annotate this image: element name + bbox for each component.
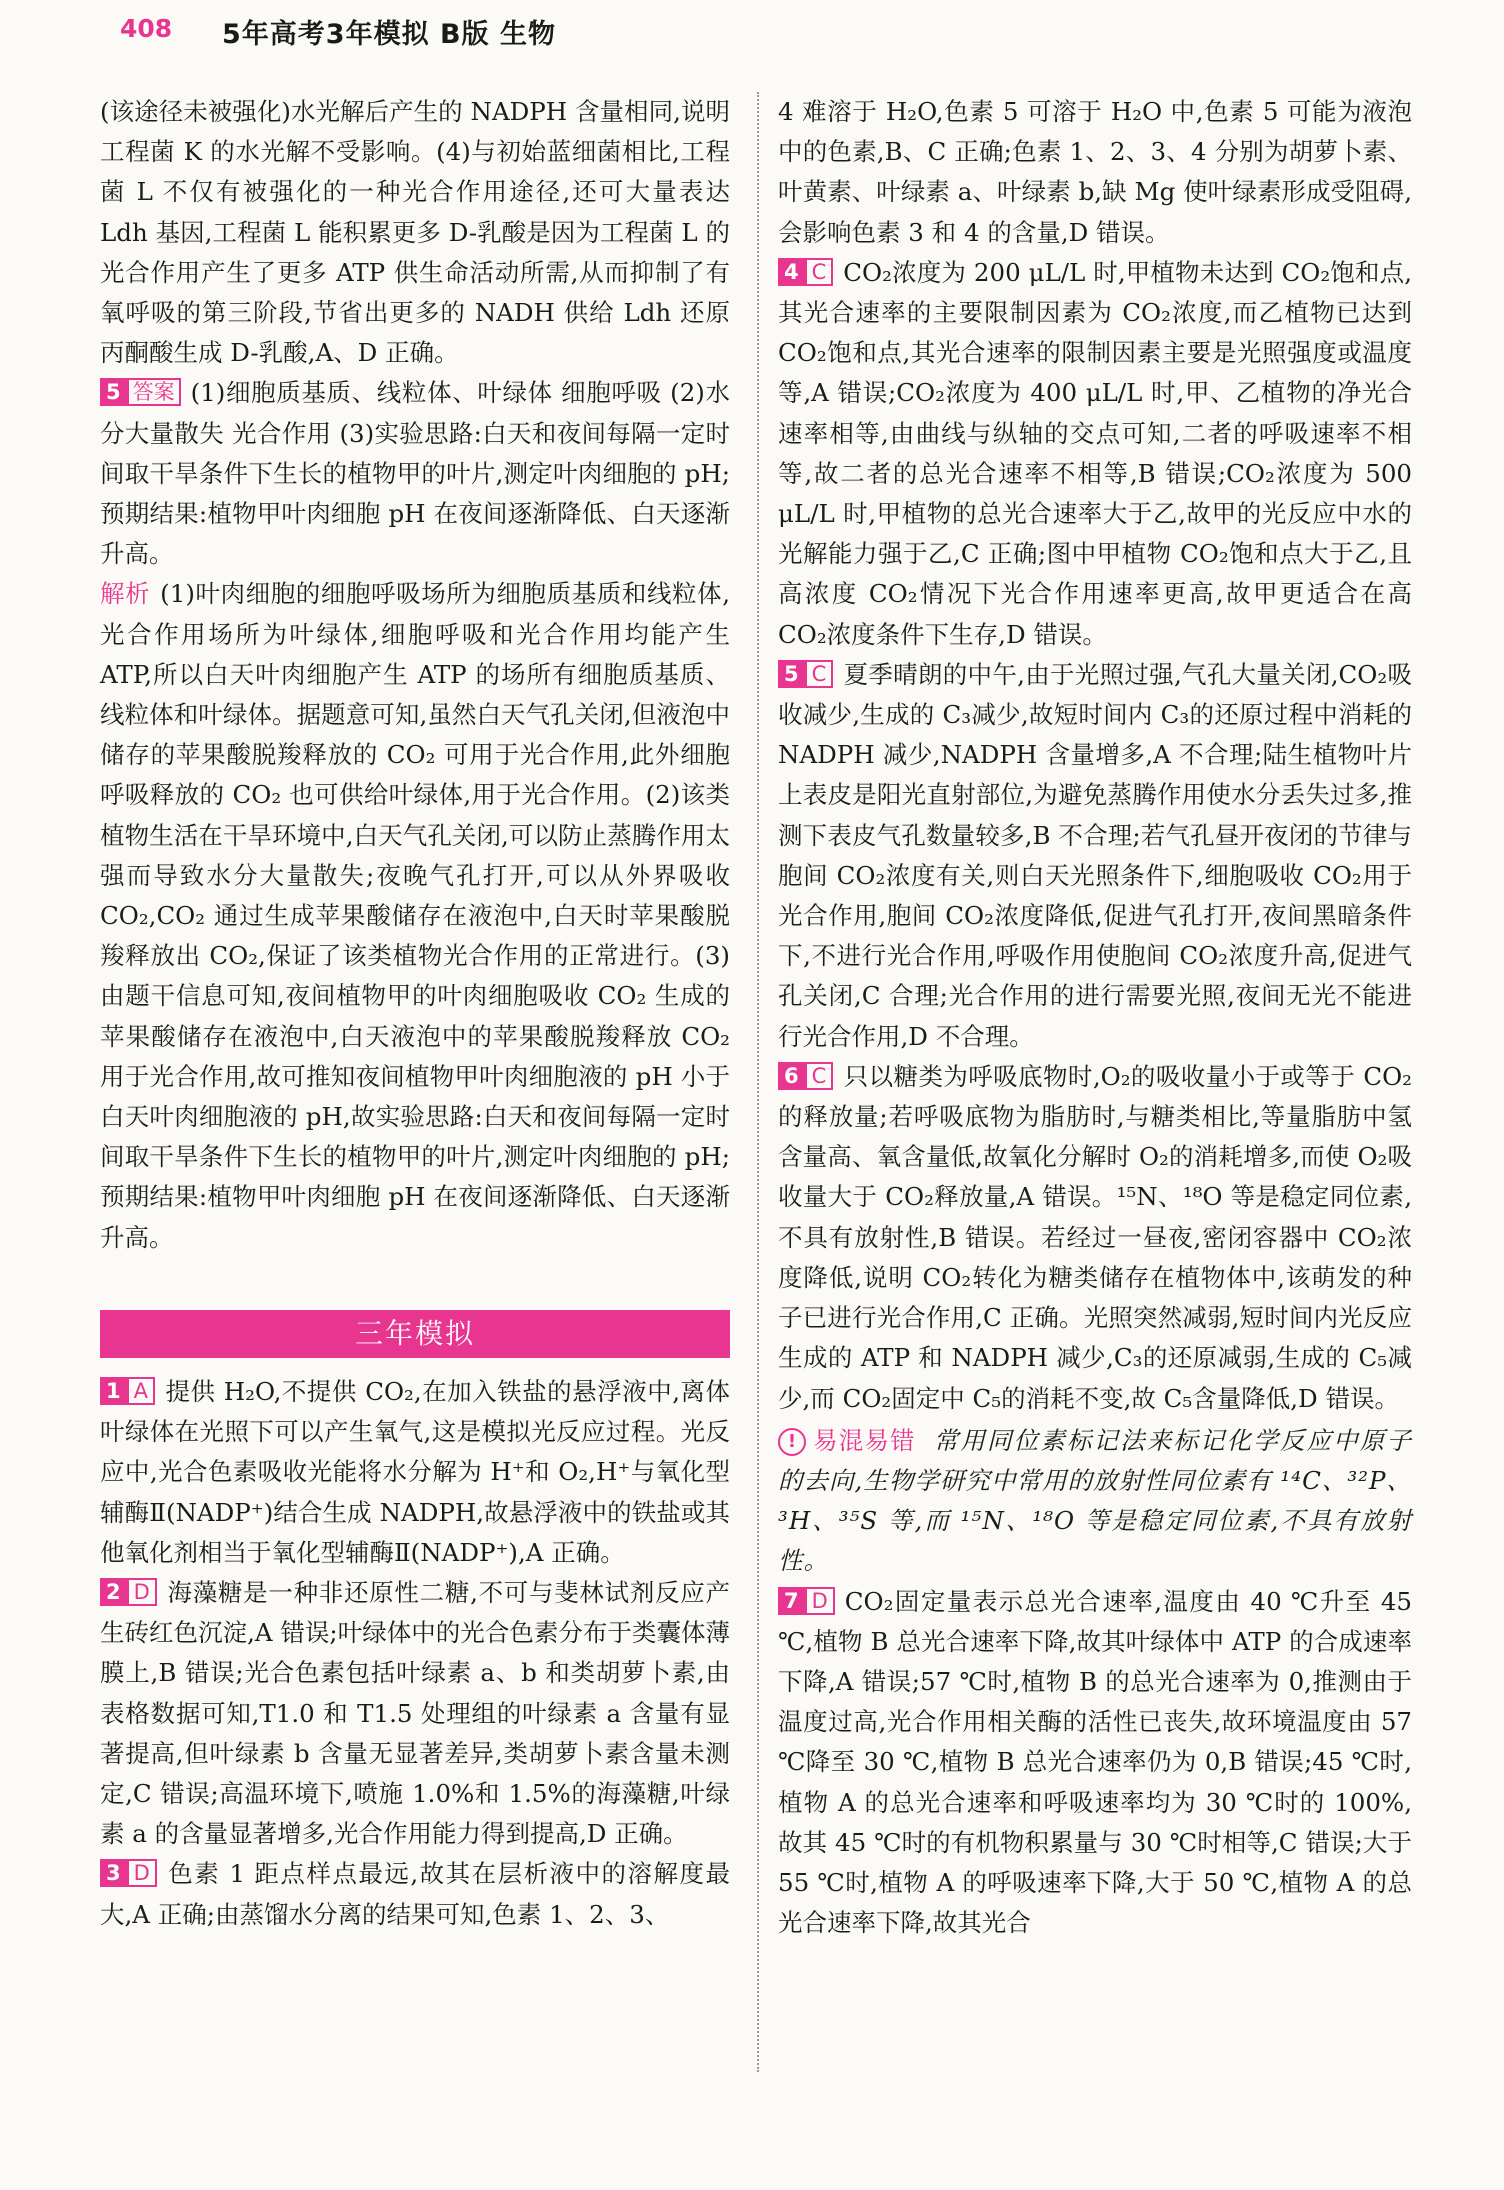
item-text: 色素 1 距点样点最远,故其在层析液中的溶解度最大,A 正确;由蒸馏水分离的结果可知,色素 1、2、3、 <box>100 1859 730 1929</box>
warning-note <box>778 1421 1412 1582</box>
question-tag-6 <box>778 1062 833 1090</box>
mock-item-6 <box>778 1057 1412 1419</box>
question-tag-5-mock <box>778 660 833 688</box>
question-number: 2 <box>100 1578 127 1606</box>
question-tag-4 <box>778 258 833 286</box>
mock-item-5 <box>778 655 1412 1057</box>
item-text: 只以糖类为呼吸底物时,O₂的吸收量小于或等于 CO₂的释放量;若呼吸底物为脂肪时,与糖类相比,等量脂肪中氢含量高、氧含量低,故氧化分解时 O₂的消耗增多,而使 O₂吸收量大于 CO₂释放量,A 错误。¹⁵N、¹⁸O 等是稳定同位素,不具有放射性,B 错误。若经过一昼夜,密闭容器中 CO₂浓度降低,说明 CO₂转化为糖类储存在植物体中,该萌发的种子已进行光合作用,C 正确。光照突然减弱,短时间内光反应生成的 ATP 和 NADPH 减少,C₃的还原减弱,生成的 C₅减少,而 CO₂固定中 C₅的消耗不变,故 C₅含量降低,D 错误。 <box>778 1061 1412 1413</box>
answer-letter: D <box>127 1859 157 1887</box>
analysis-text: (1)叶肉细胞的细胞呼吸场所为细胞质基质和线粒体,光合作用场所为叶绿体,细胞呼吸和光合作用均能产生 ATP,所以白天叶肉细胞产生 ATP 的场所有细胞质基质、线粒体和叶绿体。据题意可知,虽然白天气孔关闭,但液泡中储存的苹果酸脱羧释放的 CO₂ 可用于光合作用,此外细胞呼吸释放的 CO₂ 也可供给叶绿体,用于光合作用。(2)该类植物生活在干旱环境中,白天气孔关闭,可以防止蒸腾作用太强而导致水分大量散失;夜晚气孔打开,可以从外界吸收 CO₂,CO₂ 通过生成苹果酸储存在液泡中,白天时苹果酸脱羧释放出 CO₂,保证了该类植物光合作用的正常进行。(3)由题干信息可知,夜间植物甲的叶肉细胞吸收 CO₂ 生成的苹果酸储存在液泡中,白天液泡中的苹果酸脱羧释放 CO₂ 用于光合作用,故可推知夜间植物甲叶肉细胞液的 pH 小于白天叶肉细胞液的 pH,故实验思路:白天和夜间每隔一定时间取干旱条件下生长的植物甲的叶片,测定叶肉细胞的 pH;预期结果:植物甲叶肉细胞 pH 在夜间逐渐降低、白天逐渐升高。 <box>100 579 730 1252</box>
continued-paragraph: 4 难溶于 H₂O,色素 5 可溶于 H₂O 中,色素 5 可能为液泡中的色素,B、C 正确;色素 1、2、3、4 分别为胡萝卜素、叶黄素、叶绿素 a、叶绿素 b,缺 Mg 使叶绿素形成受阻碍,会影响色素 3 和 4 的含量,D 错误。 <box>778 97 1412 247</box>
answer-letter: C <box>805 1062 834 1090</box>
mock-item-2 <box>100 1573 730 1854</box>
question-number: 4 <box>778 258 805 286</box>
item-text: CO₂浓度为 200 μL/L 时,甲植物未达到 CO₂饱和点,其光合速率的主要限制因素为 CO₂浓度,而乙植物已达到 CO₂饱和点,其光合速率的限制因素主要是光照强度或温度等,A 错误;CO₂浓度为 400 μL/L 时,甲、乙植物的净光合速率相等,由曲线与纵轴的交点可知,二者的呼吸速率不相等,故二者的总光合速率不相等,B 错误;CO₂浓度为 500 μL/L 时,甲植物的总光合速率大于乙,故甲的光反应中水的光解能力强于乙,C 正确;图中甲植物 CO₂饱和点大于乙,且高浓度 CO₂情况下光合作用速率更高,故甲更适合在高 CO₂浓度条件下生存,D 错误。 <box>778 257 1412 649</box>
answer-text: (1)细胞质基质、线粒体、叶绿体 细胞呼吸 (2)水分大量散失 光合作用 (3)实验思路:白天和夜间每隔一定时间取干旱条件下生长的植物甲的叶片,测定叶肉细胞的 pH;预期结果:植物甲叶肉细胞 pH 在夜间逐渐降低、白天逐渐升高。 <box>100 378 730 569</box>
question-tag-1 <box>100 1377 155 1405</box>
mock-item-4 <box>778 253 1412 655</box>
question-tag-5 <box>100 378 181 406</box>
page-header <box>0 0 1504 62</box>
warning-text: 常用同位素标记法来标记化学反应中原子的去向,生物学研究中常用的放射性同位素有 ¹⁴C、³²P、³H、³⁵S 等,而 ¹⁵N、¹⁸O 等是稳定同位素,不具有放射性。 <box>778 1425 1413 1576</box>
right-column <box>778 92 1412 1943</box>
answer-letter: D <box>127 1578 157 1606</box>
question-number: 6 <box>778 1062 805 1090</box>
exclamation-icon: ! <box>778 1428 806 1456</box>
item-text: 海藻糖是一种非还原性二糖,不可与斐林试剂反应产生砖红色沉淀,A 错误;叶绿体中的光合色素分布于类囊体薄膜上,B 错误;光合色素包括叶绿素 a、b 和类胡萝卜素,由表格数据可知,T1.0 和 T1.5 处理组的叶绿素 a 含量有显著提高,但叶绿素 b 含量无显著差异,类胡萝卜素含量未测定,C 错误;高温环境下,喷施 1.0%和 1.5%的海藻糖,叶绿素 a 的含量显著增多,光合作用能力得到提高,D 正确。 <box>100 1577 730 1849</box>
answer-letter: D <box>805 1587 835 1615</box>
question-number: 5 <box>778 660 805 688</box>
column-divider <box>757 92 759 2072</box>
analysis-label: 解析 <box>100 579 151 609</box>
answer-letter: C <box>805 660 834 688</box>
analysis-block-5 <box>100 574 730 1257</box>
question-number: 5 <box>100 378 127 406</box>
question-tag-2 <box>100 1578 157 1606</box>
warning-title: 易混易错 <box>812 1425 916 1455</box>
item-text: CO₂固定量表示总光合速率,温度由 40 ℃升至 45 ℃,植物 B 总光合速率下降,故其叶绿体中 ATP 的合成速率下降,A 错误;57 ℃时,植物 B 的总光合速率为 0,推测由于温度过高,光合作用相关酶的活性已丧失,故环境温度由 57 ℃降至 30 ℃,植物 B 总光合速率仍为 0,B 错误;45 ℃时,植物 A 的总光合速率和呼吸速率均为 30 ℃时的 100%,故其 45 ℃时的有机物积累量与 30 ℃时相等,C 错误;大于 55 ℃时,植物 A 的呼吸速率下降,大于 50 ℃,植物 A 的总光合速率下降,故其光合 <box>778 1586 1412 1938</box>
mock-item-3 <box>100 1854 730 1934</box>
answer-label: 答案 <box>127 378 181 406</box>
intro-paragraph: (该途径未被强化)水光解后产生的 NADPH 含量相同,说明工程菌 K 的水光解不受影响。(4)与初始蓝细菌相比,工程菌 L 不仅有被强化的一种光合作用途径,还可大量表达 Ldh 基因,工程菌 L 能积累更多 D-乳酸是因为工程菌 L 的光合作用产生了更多 ATP 供生命活动所需,从而抑制了有氧呼吸的第三阶段,节省出更多的 NADH 供给 Ldh 还原丙酮酸生成 D-乳酸,A、D 正确。 <box>100 97 730 368</box>
mock-item-1 <box>100 1372 730 1573</box>
question-tag-7 <box>778 1587 835 1615</box>
question-tag-3 <box>100 1859 157 1887</box>
left-column <box>100 92 730 1935</box>
question-number: 1 <box>100 1377 127 1405</box>
section-title: 三年模拟 <box>100 1310 730 1358</box>
question-number: 7 <box>778 1587 805 1615</box>
answer-letter: C <box>805 258 834 286</box>
question-number: 3 <box>100 1859 127 1887</box>
item-text: 夏季晴朗的中午,由于光照过强,气孔大量关闭,CO₂吸收减少,生成的 C₃减少,故短时间内 C₃的还原过程中消耗的 NADPH 减少,NADPH 含量增多,A 不合理;陆生植物叶片上表皮是阳光直射部位,为避免蒸腾作用使水分丢失过多,推测下表皮气孔数量较多,B 不合理;若气孔昼开夜闭的节律与胞间 CO₂浓度有关,则白天光照条件下,细胞吸收 CO₂用于光合作用,胞间 CO₂浓度降低,促进气孔打开,夜间黑暗条件下,不进行光合作用,呼吸作用使胞间 CO₂浓度升高,促进气孔关闭,C 合理;光合作用的进行需要光照,夜间无光不能进行光合作用,D 不合理。 <box>778 659 1412 1051</box>
mock-item-7 <box>778 1582 1412 1944</box>
answer-letter: A <box>127 1377 155 1405</box>
book-title: 5年高考3年模拟 B版 生物 <box>222 19 556 50</box>
answer-block-5 <box>100 373 730 574</box>
warning-heading <box>778 1426 916 1455</box>
page-number: 408 <box>120 14 173 43</box>
item-text: 提供 H₂O,不提供 CO₂,在加入铁盐的悬浮液中,离体叶绿体在光照下可以产生氧气,这是模拟光反应过程。光反应中,光合色素吸收光能将水分解为 H⁺和 O₂,H⁺与氧化型辅酶Ⅱ(NADP⁺)结合生成 NADPH,故悬浮液中的铁盐或其他氧化剂相当于氧化型辅酶Ⅱ(NADP⁺),A 正确。 <box>100 1376 730 1567</box>
